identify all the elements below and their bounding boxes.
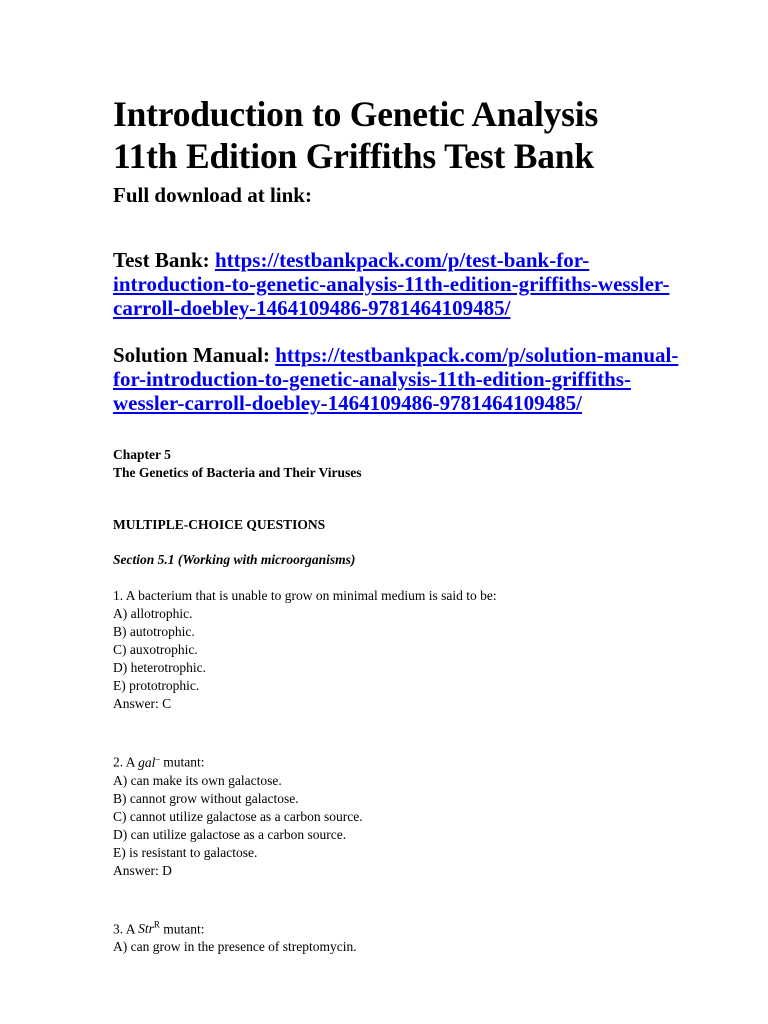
question-3-option-a: A) can grow in the presence of streptomycin. (113, 939, 357, 954)
chapter-number: Chapter 5 (113, 447, 171, 462)
question-1-stem: 1. A bacterium that is unable to grow on minimal medium is said to be: (113, 588, 497, 603)
title-line-2: 11th Edition Griffiths Test Bank (113, 136, 594, 176)
chapter-title: The Genetics of Bacteria and Their Viruses (113, 465, 362, 480)
question-2-option-a: A) can make its own galactose. (113, 772, 282, 788)
solution-manual-paragraph (113, 343, 728, 415)
question-1 (113, 587, 728, 713)
question-2-option-b: B) cannot grow without galactose. (113, 790, 299, 806)
question-3-gene-superscript: R (153, 919, 160, 930)
question-2-option-e: E) is resistant to galactose. (113, 844, 258, 860)
question-1-answer: Answer: C (113, 696, 172, 711)
question-2-gene-name: gal (138, 754, 156, 770)
test-bank-paragraph (113, 248, 728, 320)
test-bank-url-line-2: introduction-to-genetic-analysis-11th-edition-griffiths-wessler- (113, 272, 670, 296)
question-2-gene-superscript: – (155, 753, 160, 763)
question-3 (113, 916, 728, 957)
question-2-option-d: D) can utilize galactose as a carbon source. (113, 826, 347, 842)
question-1-option-a: A) allotrophic. (113, 606, 193, 621)
question-2-answer: Answer: D (113, 862, 172, 878)
question-2-stem (113, 749, 728, 772)
solution-manual-url-line-2: for-introduction-to-genetic-analysis-11th-edition-griffiths- (113, 367, 631, 391)
test-bank-url-line-1: https://testbankpack.com/p/test-bank-for- (214, 248, 590, 272)
question-3-stem-suffix: mutant: (159, 921, 205, 936)
section-heading: Section 5.1 (Working with microorganisms) (113, 552, 356, 567)
question-1-option-c: C) auxotrophic. (113, 642, 198, 657)
title-line-1: Introduction to Genetic Analysis (113, 94, 599, 134)
question-1-option-d: D) heterotrophic. (113, 660, 206, 675)
question-3-stem-prefix: 3. A (113, 921, 139, 936)
download-line: Full download at link: (113, 183, 312, 207)
question-3-stem (113, 916, 728, 939)
test-bank-label: Test Bank: (113, 248, 215, 272)
question-2-gene (138, 755, 160, 770)
question-3-gene (138, 921, 160, 936)
solution-manual-url-line-1: https://testbankpack.com/p/solution-manual- (275, 343, 679, 367)
question-2-stem-suffix: mutant: (159, 754, 205, 770)
document-title (113, 93, 728, 177)
question-2 (113, 749, 728, 880)
solution-manual-url-line-3: wessler-carroll-doebley-1464109486-9781464109485/ (113, 391, 582, 415)
solution-manual-label: Solution Manual: (113, 343, 276, 367)
question-2-stem-prefix: 2. A (113, 754, 139, 770)
question-2-option-c: C) cannot utilize galactose as a carbon source. (113, 808, 363, 824)
question-3-gene-name: Str (138, 921, 154, 936)
question-1-option-e: E) prototrophic. (113, 678, 200, 693)
chapter-heading (113, 446, 728, 482)
test-bank-url-line-3: carroll-doebley-1464109486-9781464109485/ (113, 296, 511, 320)
question-1-option-b: B) autotrophic. (113, 624, 195, 639)
mcq-heading: MULTIPLE-CHOICE QUESTIONS (113, 517, 326, 532)
